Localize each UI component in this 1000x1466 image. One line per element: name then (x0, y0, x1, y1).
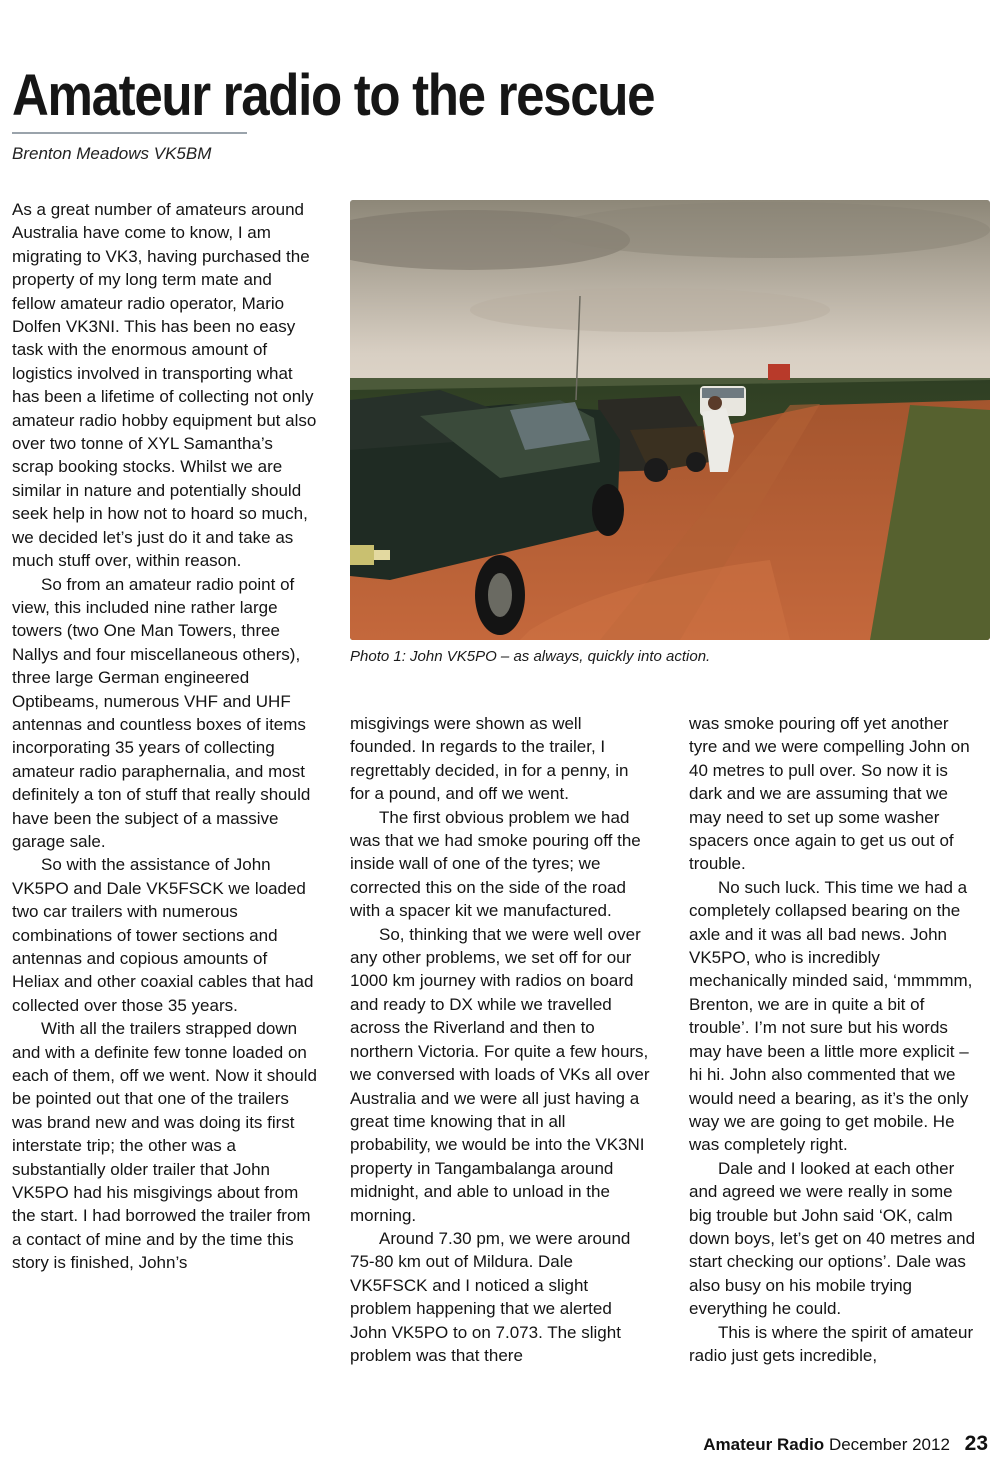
article-photo (350, 200, 990, 640)
paragraph: Dale and I looked at each other and agreed we were really in some big trouble but John said ‘OK, calm down boys, let’s get on 40 metres and start checking our options’. Dale was also busy on his mobile trying everything he could. (689, 1158, 976, 1319)
page-footer (703, 1432, 988, 1456)
paragraph: So, thinking that we were well over any other problems, we set off for our 1000 km journey with radios on board and ready to DX while we travelled across the Riverland and then to northern Victoria. For quite a few hours, we conversed with loads of VKs all over Australia and we were all just having a great time knowing that in all probability, we would be into the VK3NI property in Tangambalanga around midnight, and able to unload in the morning. (350, 924, 650, 1225)
text-column-1 (12, 198, 317, 1275)
article-title: Amateur radio to the rescue (12, 63, 655, 128)
page-number: 23 (964, 1432, 988, 1455)
paragraph: was smoke pouring off yet another tyre and we were compelling John on 40 metres to pull over. So now it is dark and we are assuming that we may need to set up some washer spacers once again to get us out of trouble. (689, 714, 970, 874)
text-column-3 (689, 712, 979, 1367)
text-column-2 (350, 712, 650, 1367)
author-byline: Brenton Meadows VK5BM (12, 144, 212, 163)
paragraph: With all the trailers strapped down and with a definite few tonne loaded on each of them, off we went. Now it should be pointed out that one of the trailers was brand new and was doing its first interstate trip; the other was a substantially older trailer that John VK5PO had his misgivings about from the start. I had borrowed the trailer from a contact of mine and by the time this story is finished, John’s (12, 1019, 317, 1273)
photo-caption: Photo 1: John VK5PO – as always, quickly into action. (350, 648, 711, 665)
paragraph: So with the assistance of John VK5PO and Dale VK5FSCK we loaded two car trailers with numerous combinations of tower sections and antennas and copious amounts of Heliax and other coaxial cables that had collected over those 35 years. (12, 855, 314, 1015)
paragraph: misgivings were shown as well founded. In regards to the trailer, I regrettably decided, in for a penny, in for a pound, and off we went. (350, 714, 629, 804)
magazine-name: Amateur Radio (703, 1435, 825, 1454)
paragraph: No such luck. This time we had a completely collapsed bearing on the axle and it was all bad news. John VK5PO, who is incredibly mechanically minded said, ‘mmmmm, Brenton, we are in quite a bit of trouble’. I’m not sure but his words may have been a little more explicit – hi hi. John also commented that we would need a bearing, as it’s the only way we are going to get mobile. He was completely right. (689, 877, 973, 1155)
issue-date: December 2012 (828, 1435, 950, 1454)
paragraph: Around 7.30 pm, we were around 75-80 km out of Mildura. Dale VK5FSCK and I noticed a slight problem happening that we alerted John VK5PO to on 7.073. The slight problem was that there (350, 1228, 631, 1365)
paragraph: As a great number of amateurs around Australia have come to know, I am migrating to VK3, having purchased the property of my long term mate and fellow amateur radio operator, Mario Dolfen VK3NI. This has been no easy task with the enormous amount of logistics involved in transporting what has been a lifetime of collecting not only amateur radio hobby equipment but also over two tonne of XYL Samantha’s scrap booking stocks. Whilst we are similar in nature and potentially should seek help in how not to hoard so much, we decided let’s just do it and take as much stuff over, within reason. (12, 200, 317, 571)
paragraph: So from an amateur radio point of view, this included nine rather large towers (two One Man Towers, three Nallys and four miscellaneous others), three large German engineered Optibeams, numerous VHF and UHF antennas and countless boxes of items incorporating 35 years of collecting amateur radio paraphernalia, and most definitely a ton of stuff that really should have been the subject of a massive garage sale. (12, 574, 311, 851)
paragraph: The first obvious problem we had was that we had smoke pouring off the inside wall of one of the tyres; we corrected this on the side of the road with a spacer kit we manufactured. (350, 807, 641, 921)
title-rule (12, 132, 247, 134)
paragraph: This is where the spirit of amateur radio just gets incredible, (689, 1322, 974, 1365)
